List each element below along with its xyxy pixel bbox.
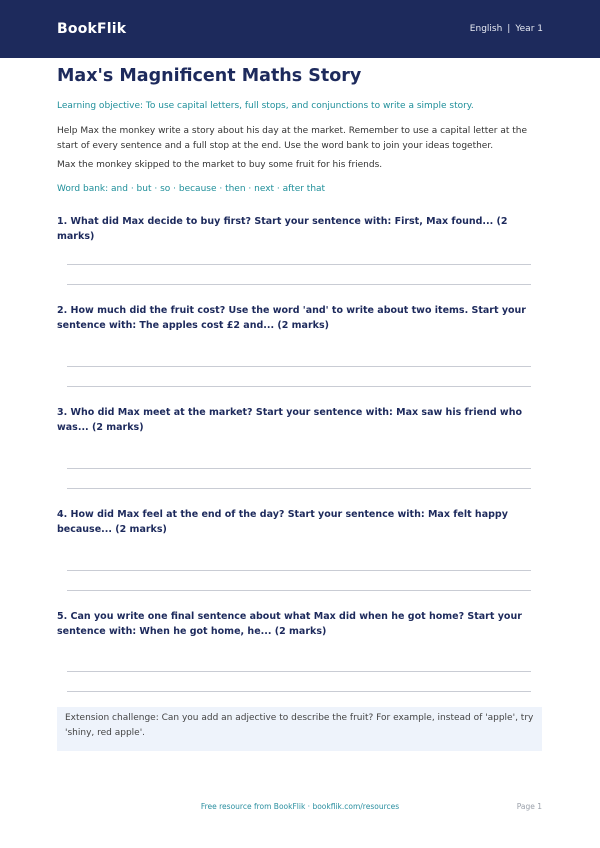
year-label: Year 1 <box>515 24 543 34</box>
answer-line[interactable] <box>67 570 531 571</box>
header-meta <box>470 24 543 34</box>
subject-label: English <box>469 24 503 34</box>
page-title: Max's Magnificent Maths Story <box>57 66 362 86</box>
brand-logo[interactable]: BookFlik <box>57 21 127 37</box>
answer-line[interactable] <box>67 468 531 469</box>
extension-challenge: Extension challenge: Can you add an adjective to describe the fruit? For example, instead of 'apple', try 'shiny, red apple'. <box>57 707 542 751</box>
question-4: 4. How did Max feel at the end of the day? Start your sentence with: Max felt happy because... (2 marks) <box>57 509 508 535</box>
answer-line[interactable] <box>67 671 531 672</box>
answer-line[interactable] <box>67 284 531 285</box>
footer-link[interactable]: Free resource from BookFlik · bookflik.com/resources <box>200 802 400 811</box>
story-start: Max the monkey skipped to the market to buy some fruit for his friends. <box>57 160 383 170</box>
word-bank: Word bank: and · but · so · because · then · next · after that <box>57 184 326 194</box>
question-5: 5. Can you write one final sentence about what Max did when he got home? Start your sentence with: When he got home, he... (2 marks) <box>57 611 522 637</box>
header-bar <box>0 0 600 58</box>
question-2: 2. How much did the fruit cost? Use the word 'and' to write about two items. Start your sentence with: The apples cost £2 and... (2 marks) <box>57 305 526 331</box>
meta-separator: | <box>507 24 511 34</box>
question-1: 1. What did Max decide to buy first? Start your sentence with: First, Max found... (2 marks) <box>57 216 508 242</box>
learning-objective: Learning objective: To use capital letters, full stops, and conjunctions to write a simple story. <box>57 101 474 111</box>
answer-line[interactable] <box>67 386 531 387</box>
answer-line[interactable] <box>67 488 531 489</box>
answer-line[interactable] <box>67 264 531 265</box>
answer-line[interactable] <box>67 590 531 591</box>
question-3: 3. Who did Max meet at the market? Start your sentence with: Max saw his friend who was... (2 marks) <box>57 407 522 433</box>
answer-line[interactable] <box>67 366 531 367</box>
answer-line[interactable] <box>67 691 531 692</box>
intro-text: Help Max the monkey write a story about his day at the market. Remember to use a capital letter at the start of every sentence and a full stop at the end. Use the word bank to join your ideas together. <box>57 126 528 151</box>
page-number: Page 1 <box>516 802 542 811</box>
